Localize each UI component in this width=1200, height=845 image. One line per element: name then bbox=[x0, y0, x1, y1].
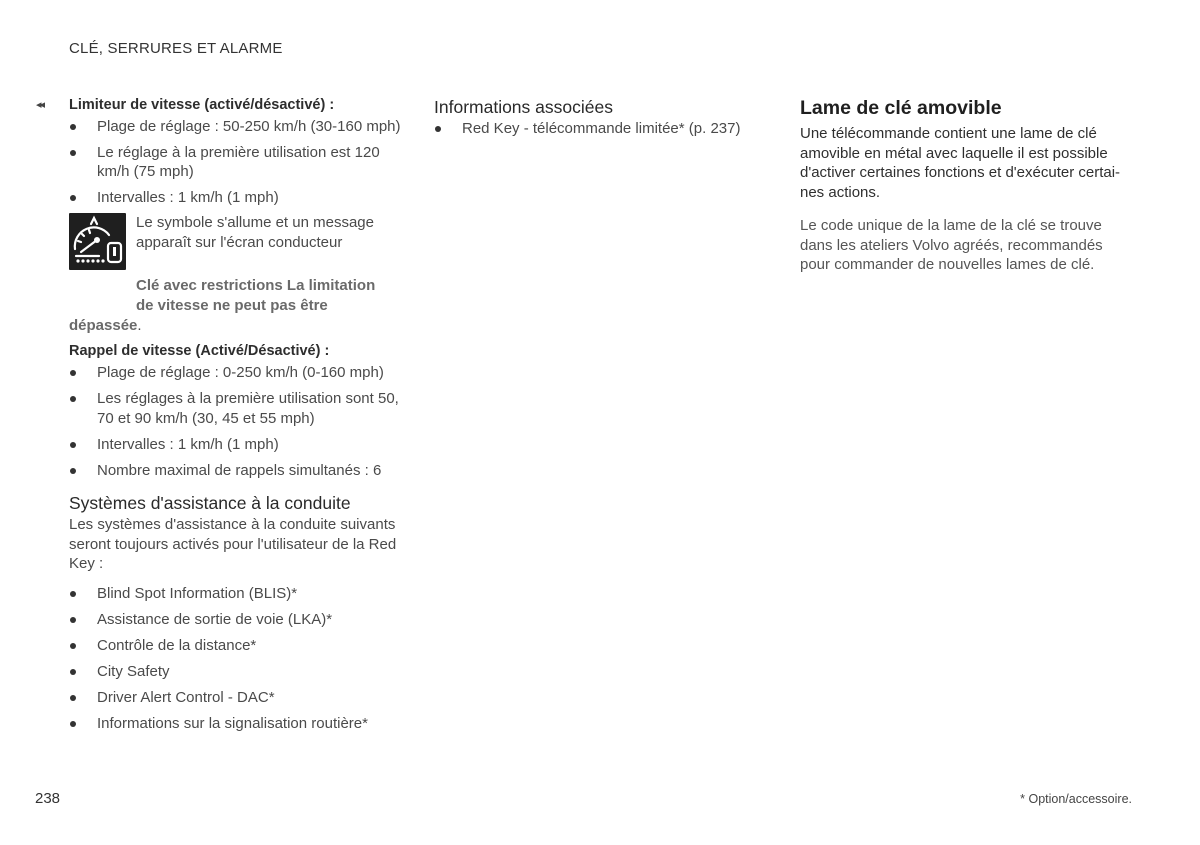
related-info-list bbox=[434, 119, 764, 139]
assist-heading: Systèmes d'assistance à la conduite bbox=[69, 493, 351, 513]
list-item: Intervalles : 1 km/h (1 mph) bbox=[69, 188, 414, 208]
list-item: Nombre maximal de rappels simultanés : 6 bbox=[69, 461, 414, 481]
speed-reminder-heading: Rappel de vitesse (Activé/Désactivé) : bbox=[69, 343, 330, 359]
speed-limiter-list bbox=[69, 117, 414, 207]
list-item: Les réglages à la première utilisation sont 50, 70 et 90 km/h (30, 45 et 55 mph) bbox=[69, 389, 414, 428]
list-item: Assistance de sortie de voie (LKA)* bbox=[69, 610, 414, 630]
list-item: City Safety bbox=[69, 662, 414, 682]
list-item: Informations sur la signalisation routière* bbox=[69, 714, 414, 734]
column-middle bbox=[434, 96, 764, 145]
speed-limiter-heading: Limiteur de vitesse (activé/désactivé) : bbox=[69, 97, 335, 113]
assist-list bbox=[69, 584, 414, 734]
section-header: CLÉ, SERRURES ET ALARME bbox=[69, 40, 283, 57]
key-blade-paragraph: Le code unique de la lame de la clé se trouve dans les ateliers Volvo agréés, recommandés pour commander de nouvelles lames de clé. bbox=[800, 217, 1103, 273]
restriction-line-2: de vitesse ne peut pas être bbox=[136, 297, 328, 314]
restriction-line-1: Clé avec restrictions La limitation bbox=[136, 277, 376, 294]
column-right bbox=[800, 96, 1135, 275]
related-info-heading: Informations associées bbox=[434, 97, 613, 117]
continuation-icon: ◂◂ bbox=[36, 99, 44, 111]
speed-reminder-list bbox=[69, 363, 414, 480]
symbol-description: Le symbole s'allume et un message apparaît sur l'écran conducteur bbox=[136, 214, 374, 251]
list-item: Driver Alert Control - DAC* bbox=[69, 688, 414, 708]
key-blade-lead: Une télécommande contient une lame de clé amovible en métal avec laquelle il est possible d'activer certaines fonctions et d'exécuter certai-nes actions. bbox=[800, 125, 1121, 201]
restriction-line-3: dépassée bbox=[69, 317, 138, 334]
footnote: * Option/accessoire. bbox=[1020, 792, 1132, 806]
list-item: Contrôle de la distance* bbox=[69, 636, 414, 656]
speed-limiter-key-icon bbox=[69, 213, 126, 270]
restriction-period: . bbox=[137, 317, 142, 334]
list-item: Plage de réglage : 50-250 km/h (30-160 mph) bbox=[69, 117, 414, 137]
assist-intro: Les systèmes d'assistance à la conduite suivants seront toujours activés pour l'utilisateur de la Red Key : bbox=[69, 516, 397, 572]
key-blade-heading: Lame de clé amovible bbox=[800, 97, 1002, 119]
list-item: Blind Spot Information (BLIS)* bbox=[69, 584, 414, 604]
related-link[interactable]: Red Key - télécommande limitée* (p. 237) bbox=[434, 119, 764, 139]
column-left bbox=[69, 96, 414, 740]
page-number: 238 bbox=[35, 790, 61, 807]
list-item: Le réglage à la première utilisation est 120 km/h (75 mph) bbox=[69, 143, 414, 182]
list-item: Plage de réglage : 0-250 km/h (0-160 mph) bbox=[69, 363, 414, 383]
symbol-row bbox=[69, 213, 414, 270]
list-item: Intervalles : 1 km/h (1 mph) bbox=[69, 435, 414, 455]
